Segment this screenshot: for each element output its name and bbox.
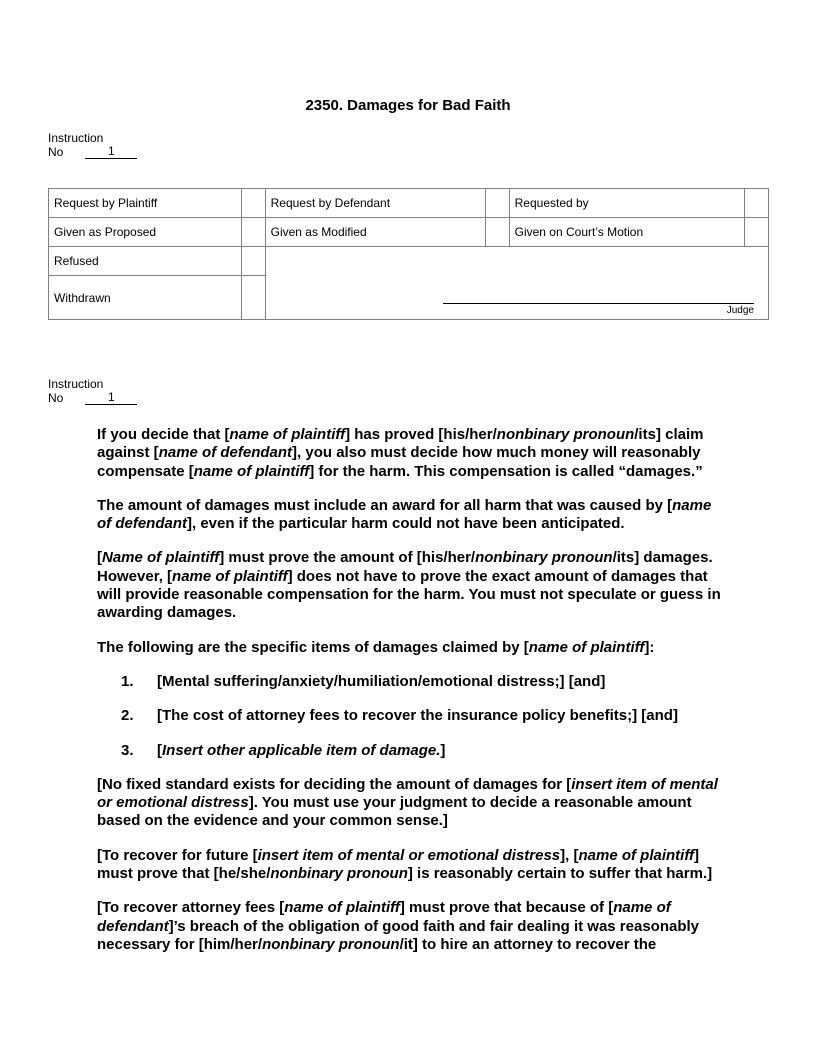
given-on-courts-motion-checkbox[interactable] [745,218,769,247]
paragraph-7: [To recover attorney fees [name of plaintiff] must prove that because of [name of defendant]’s breach of the obligation of good faith and fair dealing it was reasonably necessary for [him/her/nonbinary pronoun/it] to hire an attorney to recover the [97,899,700,953]
request-by-defendant-label: Request by Defendant [265,189,485,218]
given-as-proposed-label: Given as Proposed [49,218,242,247]
judge-signature-line[interactable] [443,303,754,304]
requested-by-label: Requested by [509,189,744,218]
paragraph-4: The following are the specific items of damages claimed by [name of plaintiff]: [97,638,655,656]
paragraph-2: The amount of damages must include an award for all harm that was caused by [name of defendant], even if the particular harm could not have been anticipated. [97,496,712,533]
paragraph-6: [To recover for future [insert item of mental or emotional distress], [name of plaintiff] must prove that [he/she/nonbinary pronoun] is reasonably certain to suffer that harm.] [97,846,713,883]
list-item: 1. [Mental suffering/anxiety/humiliation/emotional distress;] [and] [121,672,606,690]
given-as-modified-label: Given as Modified [265,218,485,247]
requested-by-checkbox[interactable] [745,189,769,218]
instruction-no-value: 1 [85,145,137,159]
judge-signature-area [265,247,768,320]
withdrawn-checkbox[interactable] [241,276,265,320]
request-by-plaintiff-label: Request by Plaintiff [49,189,242,218]
paragraph-5: [No fixed standard exists for deciding the amount of damages for [insert item of mental or emotional distress]. You must use your judgment to decide a reasonable amount based on the evidence and your common sense.] [97,775,718,830]
instruction-no-value: 1 [85,391,137,405]
list-item: 2. [The cost of attorney fees to recover the insurance policy benefits;] [and] [121,707,678,725]
damages-item-list [97,673,722,760]
given-as-proposed-checkbox[interactable] [241,218,265,247]
refused-label: Refused [49,247,242,276]
withdrawn-label: Withdrawn [49,276,242,320]
given-on-courts-motion-label: Given on Court’s Motion [509,218,744,247]
request-by-defendant-checkbox[interactable] [485,189,509,218]
instruction-no-label: No [48,145,64,159]
request-by-plaintiff-checkbox[interactable] [241,189,265,218]
instruction-number-block [48,131,137,159]
paragraph-1: If you decide that [name of plaintiff] has proved [his/her/nonbinary pronoun/its] claim against [name of defendant], you also must decide how much money will reasonably compensate [name of plaintiff] for the harm. This compensation is called “damages.” [97,426,704,480]
given-as-modified-checkbox[interactable] [485,218,509,247]
list-item: 3. [Insert other applicable item of damage.] [121,741,446,759]
page-title: 2350. Damages for Bad Faith [305,97,511,114]
instruction-no-label: No [48,391,64,405]
judge-label: Judge [726,305,754,316]
paragraph-3: [Name of plaintiff] must prove the amount of [his/her/nonbinary pronoun/its] damages. However, [name of plaintiff] does not have to prove the exact amount of damages that will provide reasonable compensation for the harm. You must not speculate or guess in awarding damages. [97,549,721,622]
instruction-body [97,426,722,970]
refused-checkbox[interactable] [241,247,265,276]
instruction-label: Instruction [48,377,104,391]
request-status-table [48,188,769,320]
instruction-number-block [48,377,137,405]
instruction-label: Instruction [48,131,104,145]
